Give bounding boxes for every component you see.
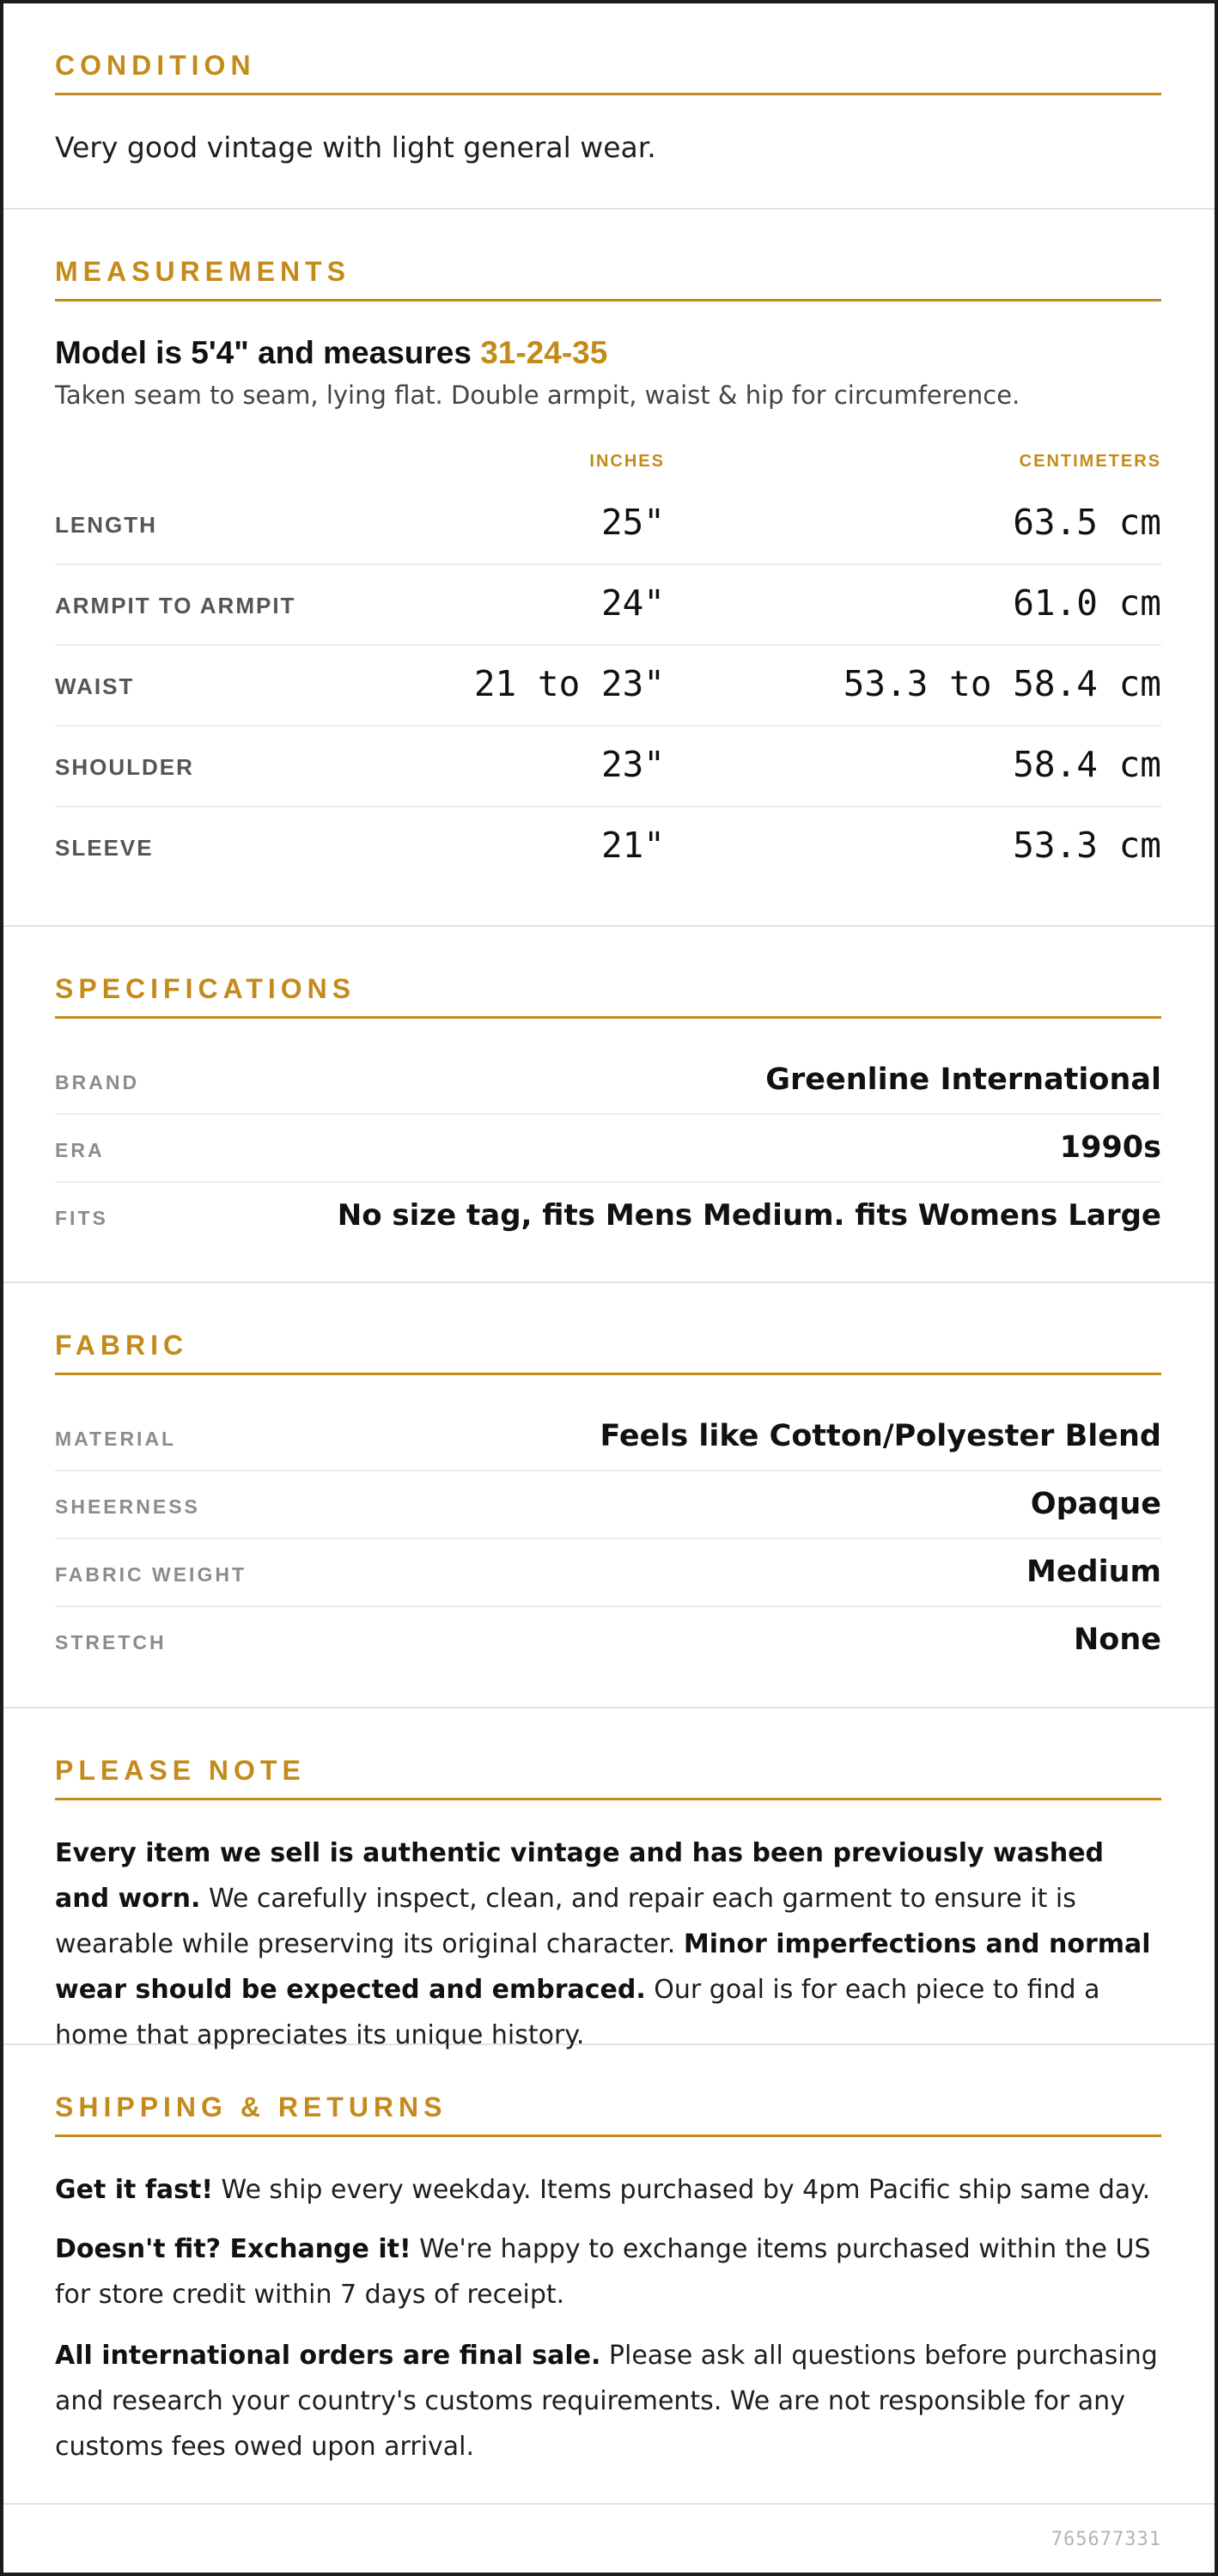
spec-value: No size tag, fits Mens Medium. fits Womens Large bbox=[337, 1198, 1161, 1233]
measurement-inches: 21 to 23" bbox=[473, 663, 665, 704]
measurement-inches: 23" bbox=[600, 744, 665, 785]
product-id: 765677331 bbox=[1051, 2529, 1161, 2550]
measurement-cm: 63.5 cm bbox=[1013, 502, 1161, 543]
fabric-value: Feels like Cotton/Polyester Blend bbox=[600, 1419, 1161, 1453]
fabric-value: Medium bbox=[1026, 1555, 1161, 1589]
measurement-cm: 61.0 cm bbox=[1013, 582, 1161, 624]
fabric-row-weight bbox=[55, 1539, 1161, 1607]
shipping-p2-text: We're happy to exchange items purchased within the US for store credit within 7 days of receipt. bbox=[55, 2234, 1151, 2310]
shipping-p3-bold: All international orders are final sale. bbox=[55, 2341, 601, 2371]
measurement-cm: 53.3 to 58.4 cm bbox=[843, 663, 1161, 704]
please-note-section bbox=[3, 1708, 1215, 2050]
fabric-value: Opaque bbox=[1030, 1487, 1161, 1521]
please-note-bold-1: Every item we sell is authentic vintage and has been previously washed and worn. bbox=[55, 1838, 1105, 1914]
spec-row-era bbox=[55, 1115, 1161, 1183]
spec-value: 1990s bbox=[1059, 1130, 1161, 1165]
shipping-section bbox=[3, 2045, 1215, 2505]
fabric-row-material bbox=[55, 1404, 1161, 1471]
centimeters-column-header: CENTIMETERS bbox=[1019, 452, 1161, 471]
condition-text: Very good vintage with light general wear. bbox=[55, 131, 656, 164]
measurement-cm: 53.3 cm bbox=[1013, 825, 1161, 866]
measurement-label: ARMPIT TO ARMPIT bbox=[55, 593, 296, 618]
measurement-label: LENGTH bbox=[55, 512, 157, 538]
spec-row-fits bbox=[55, 1183, 1161, 1251]
spec-row-brand bbox=[55, 1047, 1161, 1115]
measurement-label: WAIST bbox=[55, 673, 135, 699]
please-note-text-1: We carefully inspect, clean, and repair each garment to ensure it is wearable while preserving its original character. bbox=[55, 1884, 1076, 1959]
shipping-paragraph-3 bbox=[55, 2333, 1161, 2469]
specifications-title: SPECIFICATIONS bbox=[55, 971, 1161, 1019]
please-note-title: PLEASE NOTE bbox=[55, 1753, 1161, 1800]
measurements-title: MEASUREMENTS bbox=[55, 254, 1161, 301]
measurement-label: SHOULDER bbox=[55, 754, 194, 780]
condition-title: CONDITION bbox=[55, 48, 1161, 95]
measurement-row-waist bbox=[55, 646, 1161, 727]
fabric-label: FABRIC WEIGHT bbox=[55, 1563, 247, 1586]
measurement-inches: 25" bbox=[600, 502, 665, 543]
measurement-inches: 24" bbox=[600, 582, 665, 624]
shipping-p1-bold: Get it fast! bbox=[55, 2175, 213, 2205]
measurement-row-shoulder bbox=[55, 727, 1161, 807]
shipping-p1-text: We ship every weekday. Items purchased by 4pm Pacific ship same day. bbox=[213, 2175, 1151, 2205]
spec-value: Greenline International bbox=[765, 1063, 1161, 1097]
fabric-section bbox=[3, 1283, 1215, 1708]
measurements-note: Taken seam to seam, lying flat. Double armpit, waist & hip for circumference. bbox=[55, 381, 1020, 410]
spec-label: ERA bbox=[55, 1139, 105, 1161]
shipping-p3-text: Please ask all questions before purchasing and research your country's customs requirements. We are not responsible for any customs fees owed upon arrival. bbox=[55, 2341, 1158, 2462]
spec-label: FITS bbox=[55, 1207, 108, 1229]
measurement-row-armpit bbox=[55, 565, 1161, 646]
measurements-section bbox=[3, 210, 1215, 927]
specifications-section bbox=[3, 927, 1215, 1283]
please-note-text-2: Our goal is for each piece to find a home that appreciates its unique history. bbox=[55, 1975, 1100, 2050]
fabric-label: SHEERNESS bbox=[55, 1495, 200, 1518]
fabric-label: STRETCH bbox=[55, 1631, 167, 1653]
model-measures: 31-24-35 bbox=[480, 335, 608, 370]
spec-label: BRAND bbox=[55, 1071, 140, 1093]
model-info bbox=[55, 333, 1161, 373]
fabric-label: MATERIAL bbox=[55, 1428, 177, 1450]
please-note-text bbox=[55, 1830, 1161, 2058]
shipping-p2-bold: Doesn't fit? Exchange it! bbox=[55, 2234, 411, 2264]
measurements-table-header bbox=[55, 452, 1161, 478]
inches-column-header: INCHES bbox=[589, 452, 665, 471]
measurement-row-length bbox=[55, 484, 1161, 565]
fabric-value: None bbox=[1074, 1623, 1161, 1657]
shipping-paragraph-2 bbox=[55, 2226, 1161, 2317]
condition-section bbox=[3, 3, 1215, 210]
shipping-title: SHIPPING & RETURNS bbox=[55, 2090, 1161, 2137]
measurement-row-sleeve bbox=[55, 807, 1161, 888]
measurement-label: SLEEVE bbox=[55, 835, 154, 861]
shipping-paragraph-1 bbox=[55, 2167, 1161, 2213]
measurement-inches: 21" bbox=[600, 825, 665, 866]
fabric-title: FABRIC bbox=[55, 1328, 1161, 1375]
model-info-prefix: Model is 5'4" and measures bbox=[55, 335, 481, 370]
fabric-row-sheerness bbox=[55, 1471, 1161, 1539]
please-note-bold-2: Minor imperfections and normal wear should be expected and embraced. bbox=[55, 1929, 1151, 2005]
measurement-cm: 58.4 cm bbox=[1013, 744, 1161, 785]
fabric-row-stretch bbox=[55, 1607, 1161, 1675]
